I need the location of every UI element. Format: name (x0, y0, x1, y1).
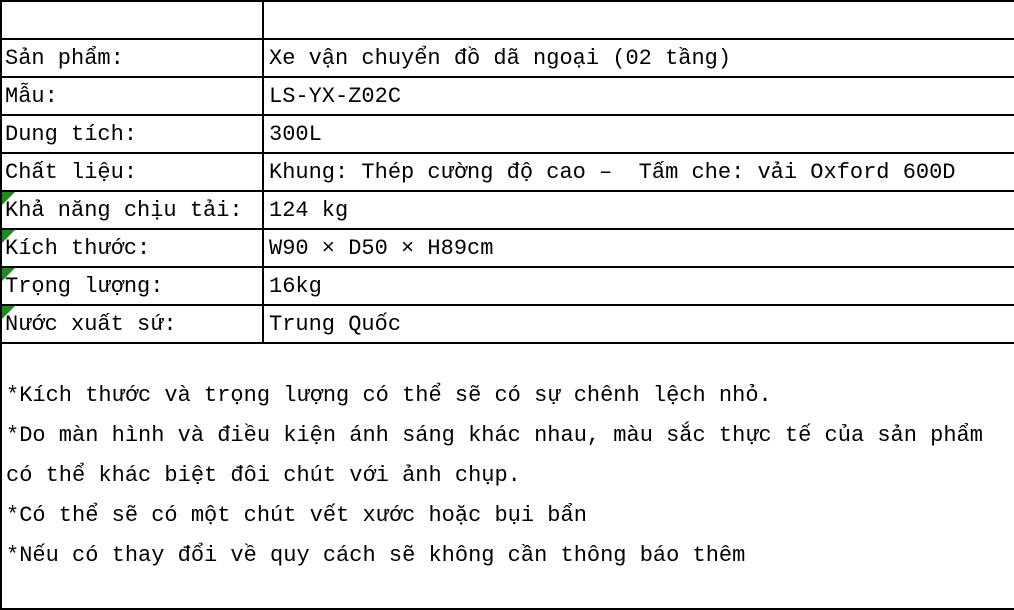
spec-value-cell (263, 305, 1014, 343)
table-row-origin (1, 305, 1014, 343)
spec-value: 300L (269, 121, 322, 147)
spec-label: Dung tích: (5, 121, 138, 147)
note-line: *Nếu có thay đổi về quy cách sẽ không cần thông báo thêm (6, 543, 746, 568)
spec-value-cell (263, 39, 1014, 77)
spec-value-cell (263, 153, 1014, 191)
table-row-material (1, 153, 1014, 191)
table-row-capacity (1, 115, 1014, 153)
notes-section (1, 343, 1014, 609)
spec-label: Sản phẩm: (5, 45, 124, 71)
spec-label: Mẫu: (5, 83, 58, 109)
table-row-product (1, 39, 1014, 77)
note-line: *Do màn hình và điều kiện ánh sáng khác nhau, màu sắc thực tế của sản phẩm có thể khác biệt đôi chút với ảnh chụp. (6, 423, 983, 488)
spec-label-cell (1, 191, 263, 229)
spec-value-cell (263, 77, 1014, 115)
spec-value: Xe vận chuyển đồ dã ngoại (02 tầng) (269, 45, 732, 71)
empty-value-cell (263, 1, 1014, 39)
spec-label-cell (1, 305, 263, 343)
excel-flag-triangle-icon (2, 306, 15, 319)
table-row-load-capacity (1, 191, 1014, 229)
spec-value-cell (263, 191, 1014, 229)
spec-value: Khung: Thép cường độ cao – Tấm che: vải Oxford 600D (269, 159, 956, 185)
spec-label: Chất liệu: (5, 159, 138, 185)
spec-value-cell (263, 267, 1014, 305)
spec-value: LS-YX-Z02C (269, 83, 402, 109)
spec-label-cell (1, 267, 263, 305)
table-row-header-empty (1, 1, 1014, 39)
spec-label: Kích thước: (5, 235, 151, 261)
spec-value: Trung Quốc (269, 311, 402, 337)
spec-value: 16kg (269, 273, 322, 299)
note-line: *Kích thước và trọng lượng có thể sẽ có sự chênh lệch nhỏ. (6, 383, 772, 408)
spec-label: Khả năng chịu tải: (5, 197, 243, 223)
excel-flag-triangle-icon (2, 268, 15, 281)
spec-value-cell (263, 229, 1014, 267)
spec-label-cell (1, 229, 263, 267)
spec-value-cell (263, 115, 1014, 153)
note-line: *Có thể sẽ có một chút vết xước hoặc bụi bẩn (6, 503, 587, 528)
table-row-dimensions (1, 229, 1014, 267)
spec-label-cell (1, 115, 263, 153)
spec-label: Trọng lượng: (5, 273, 164, 299)
spec-label-cell (1, 153, 263, 191)
table-row-model (1, 77, 1014, 115)
table-row-notes (1, 343, 1014, 609)
excel-flag-triangle-icon (2, 192, 15, 205)
table-row-weight (1, 267, 1014, 305)
spec-value: W90 × D50 × H89cm (269, 235, 494, 261)
excel-flag-triangle-icon (2, 230, 15, 243)
spec-label-cell (1, 39, 263, 77)
empty-label-cell (1, 1, 263, 39)
spec-label: Nước xuất sứ: (5, 311, 177, 337)
spec-value: 124 kg (269, 197, 349, 223)
spec-label-cell (1, 77, 263, 115)
